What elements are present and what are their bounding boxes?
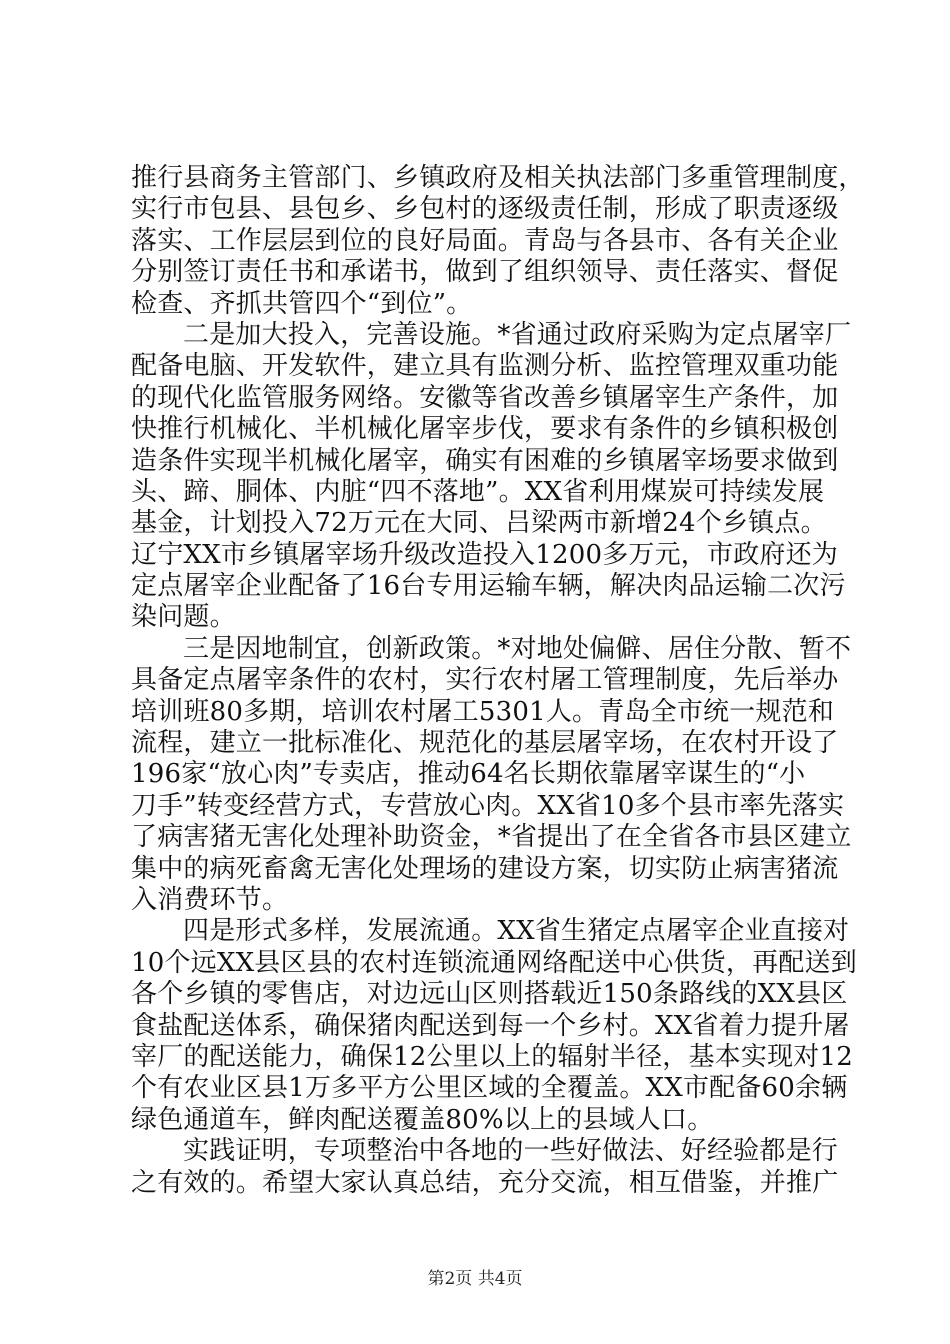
text-line: 了病害猪无害化处理补助资金，*省提出了在全省各市县区建立	[131, 822, 852, 853]
text-line: 入消费环节。	[131, 884, 289, 915]
paragraph-first-line: 四是形式多样，发展流通。XX省生猪定点屠宰企业直接对	[183, 916, 850, 947]
text-line: 196家“放心肉”专卖店，推动64名长期依靠屠宰谋生的“小	[131, 759, 806, 790]
text-line: 集中的病死畜禽无害化处理场的建设方案，切实防止病害猪流	[131, 853, 839, 884]
text-line: 辽宁XX市乡镇屠宰场升级改造投入1200多万元，市政府还为	[131, 539, 838, 570]
text-line: 造条件实现半机械化屠宰，确实有困难的乡镇屠宰场要求做到	[131, 445, 839, 476]
text-line: 宰厂的配送能力，确保12公里以上的辐射半径，基本实现对12	[131, 1041, 853, 1072]
text-line: 推行县商务主管部门、乡镇政府及相关执法部门多重管理制度，	[131, 163, 865, 193]
text-line: 染问题。	[131, 602, 236, 633]
document-body	[131, 163, 865, 1199]
text-line: 10个远XX县区县的农村连锁流通网络配送中心供货，再配送到	[131, 947, 857, 978]
page-number-footer: 第2页 共4页	[427, 1269, 523, 1289]
paragraph-first-line: 实践证明，专项整治中各地的一些好做法、好经验都是行	[183, 1136, 839, 1167]
text-line: 定点屠宰企业配备了16台专用运输车辆，解决肉品运输二次污	[131, 571, 846, 602]
text-line: 食盐配送体系，确保猪肉配送到每一个乡村。XX省着力提升屠	[131, 1010, 850, 1041]
paragraph-first-line: 三是因地制宜，创新政策。*对地处偏僻、居住分散、暂不	[183, 633, 852, 664]
text-line: 绿色通道车，鲜肉配送覆盖80%以上的县域人口。	[131, 1104, 714, 1135]
text-line: 头、蹄、胴体、内脏“四不落地”。XX省利用煤炭可持续发展	[131, 476, 825, 507]
text-line: 配备电脑、开发软件，建立具有监测分析、监控管理双重功能	[131, 351, 839, 382]
text-line: 流程，建立一批标准化、规范化的基层屠宰场，在农村开设了	[131, 728, 839, 759]
text-line: 的现代化监管服务网络。安徽等省改善乡镇屠宰生产条件，加	[131, 382, 839, 413]
text-line: 落实、工作层层到位的良好局面。青岛与各县市、各有关企业	[131, 225, 839, 256]
text-line: 个有农业区县1万多平方公里区域的全覆盖。XX市配备60余辆	[131, 1073, 848, 1104]
text-line: 刀手”转变经营方式，专营放心肉。XX省10多个县市率先落实	[131, 790, 845, 821]
text-line: 快推行机械化、半机械化屠宰步伐，要求有条件的乡镇积极创	[131, 414, 839, 445]
text-line: 培训班80多期，培训农村屠工5301人。青岛全市统一规范和	[131, 696, 835, 727]
paragraph-first-line: 二是加大投入，完善设施。*省通过政府采购为定点屠宰厂	[183, 319, 852, 350]
text-line: 具备定点屠宰条件的农村，实行农村屠工管理制度，先后举办	[131, 665, 839, 696]
text-line: 分别签订责任书和承诺书，做到了组织领导、责任落实、督促	[131, 257, 839, 288]
text-line: 各个乡镇的零售店，对边远山区则搭载近150条路线的XX县区	[131, 979, 848, 1010]
text-line: 实行市包县、县包乡、乡包村的逐级责任制，形成了职责逐级	[131, 194, 839, 225]
text-line: 基金，计划投入72万元在大同、吕梁两市新增24个乡镇点。	[131, 508, 827, 539]
text-line: 之有效的。希望大家认真总结，充分交流，相互借鉴，并推广	[131, 1167, 839, 1198]
text-line: 检查、齐抓共管四个“到位”。	[131, 288, 473, 319]
